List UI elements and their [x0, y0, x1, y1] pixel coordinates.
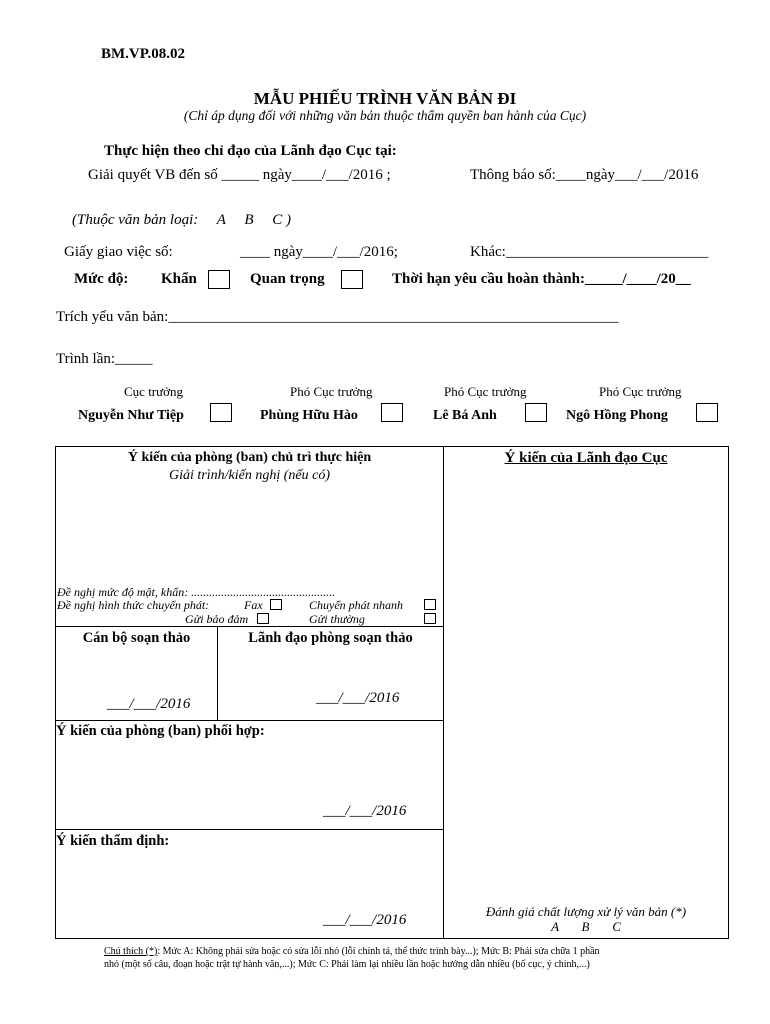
dept-leader-label: Lãnh đạo phòng soạn thảo [248, 630, 413, 646]
leader-role-3: Phó Cục trưởng [444, 384, 527, 399]
footnote-line-2: nhỏ (một số câu, đoạn hoặc trật tự hành văn,...); Mức C: Phải làm lại nhiều lần hoặc hướng dẫn nhiều (bố cục, ý chính,...) [104, 959, 590, 970]
drafter-label: Cán bộ soạn thảo [82, 630, 191, 646]
page-subtitle: (Chỉ áp dụng đối với những văn bản thuộc thẩm quyền ban hành của Cục) [183, 108, 587, 123]
table-border-left [55, 446, 56, 939]
leader-name-3: Lê Bá Anh [433, 408, 497, 423]
footnote-label: Chú thích (*) [104, 946, 158, 957]
other-field[interactable]: Khác:___________________________ [470, 244, 709, 260]
regular-label: Gửi thường [309, 612, 365, 626]
leader-name-2: Phùng Hữu Hào [260, 408, 358, 423]
leader-name-1: Nguyễn Như Tiệp [78, 408, 184, 423]
table-border-top [55, 446, 729, 447]
leader-checkbox-3[interactable] [525, 403, 547, 422]
divider-coordination-top [55, 720, 444, 721]
delivery-label: Đề nghị hình thức chuyển phát: [57, 598, 210, 612]
secrecy-field[interactable]: Đề nghị mức độ mật, khẩn: ................................................ [57, 585, 336, 599]
express-label: Chuyển phát nhanh [309, 598, 403, 612]
table-border-right [728, 446, 729, 939]
submission-count-field[interactable]: Trình lần:_____ [56, 351, 153, 367]
divider-appraisal-top [55, 829, 444, 830]
guaranteed-checkbox[interactable] [257, 613, 269, 624]
appraisal-label: Ý kiến thẩm định: [56, 833, 170, 849]
deadline-field[interactable]: Thời hạn yêu cầu hoàn thành:_____/____/20__ [392, 271, 691, 287]
leader-checkbox-1[interactable] [210, 403, 232, 422]
table-border-bottom [55, 938, 729, 939]
page-title: MẪU PHIẾU TRÌNH VĂN BẢN ĐI [253, 89, 517, 108]
assignment-label: Giấy giao việc số: [64, 244, 173, 260]
doc-type: (Thuộc văn bản loại: A B C ) [72, 212, 292, 228]
lead-dept-heading: Ý kiến của phòng (ban) chủ trì thực hiện [127, 450, 372, 465]
level-label: Mức độ: [74, 271, 129, 287]
resolve-vb-field[interactable] [88, 167, 391, 184]
leadership-opinion-area[interactable] [448, 475, 724, 895]
directive-heading: Thực hiện theo chỉ đạo của Lãnh đạo Cục tại: [104, 143, 397, 159]
leader-name-4: Ngô Hồng Phong [566, 408, 668, 423]
regular-checkbox[interactable] [424, 613, 436, 624]
fax-label: Fax [244, 598, 263, 612]
express-checkbox[interactable] [424, 599, 436, 610]
quality-assessment-label: Đánh giá chất lượng xử lý văn bản (*) [485, 904, 687, 919]
drafter-date[interactable]: ___/___/2016 [107, 696, 191, 712]
coordination-label: Ý kiến của phòng (ban) phối hợp: [56, 723, 265, 739]
form-code: BM.VP.08.02 [101, 46, 186, 62]
explanation-area[interactable] [58, 488, 440, 580]
coordination-date[interactable]: ___/___/2016 [323, 803, 407, 819]
leader-role-2: Phó Cục trưởng [290, 384, 373, 399]
guaranteed-label: Gửi bảo đảm [185, 612, 249, 626]
important-checkbox[interactable] [341, 270, 363, 289]
urgent-label: Khẩn [161, 271, 197, 287]
notice-no-text: Thông báo số:____ngày___/___/2016 [470, 167, 699, 183]
explanation-subheading: Giải trình/kiến nghị (nếu có) [169, 468, 330, 483]
excerpt-field[interactable]: Trích yếu văn bản:____________________________________________________________ [56, 309, 619, 325]
table-divider-vertical [443, 446, 444, 939]
leader-role-1: Cục trưởng [124, 384, 184, 399]
notice-no-field[interactable] [470, 167, 698, 184]
resolve-vb-text: Giải quyết VB đến số _____ ngày____/___/2016 ; [88, 167, 391, 183]
footnote [104, 945, 600, 971]
leader-role-4: Phó Cục trưởng [599, 384, 682, 399]
leadership-opinion-heading: Ý kiến của Lãnh đạo Cục [504, 450, 668, 466]
leader-checkbox-2[interactable] [381, 403, 403, 422]
leader-checkbox-4[interactable] [696, 403, 718, 422]
quality-grades[interactable]: A B C [551, 919, 621, 934]
important-label: Quan trọng [250, 271, 325, 287]
appraisal-date[interactable]: ___/___/2016 [323, 912, 407, 928]
divider-signers-top [55, 626, 444, 627]
dept-leader-date[interactable]: ___/___/2016 [316, 690, 400, 706]
footnote-line-1: : Mức A: Không phải sửa hoặc có sửa lỗi nhỏ (lỗi chính tả, thể thức trình bày...); Mức B: Phải sửa chữa 1 phần [157, 946, 600, 957]
assignment-date-field[interactable]: ____ ngày____/___/2016; [240, 244, 398, 260]
fax-checkbox[interactable] [270, 599, 282, 610]
urgent-checkbox[interactable] [208, 270, 230, 289]
